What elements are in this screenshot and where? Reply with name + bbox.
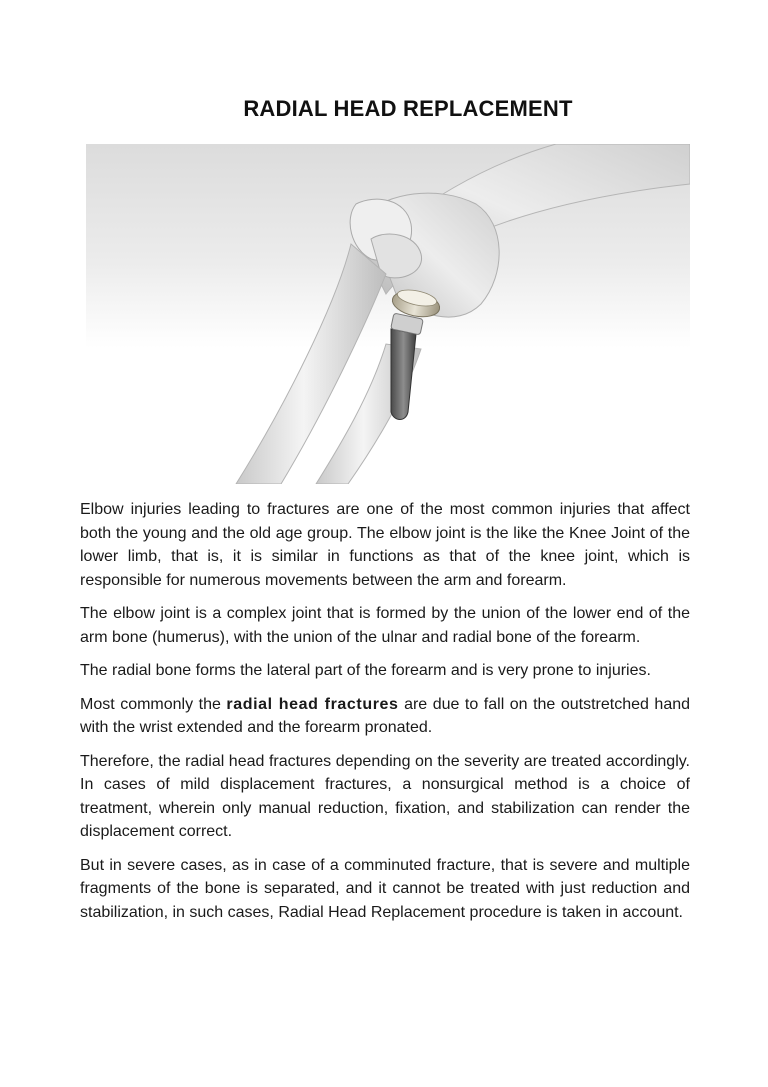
paragraph	[80, 693, 690, 740]
bold-term: radial head fractures	[226, 695, 399, 713]
paragraph: But in severe cases, as in case of a comminuted fracture, that is severe and multiple fragments of the bone is separated, and it cannot be treated with just reduction and stabilization, in such cases, Radial Head Replacement procedure is taken in account.	[80, 856, 690, 921]
paragraph: The radial bone forms the lateral part of the forearm and is very prone to injuries.	[80, 662, 651, 679]
paragraph: Elbow injuries leading to fractures are one of the most common injuries that affect both the young and the old age group. The elbow joint is the like the Knee Joint of the lower limb, that is, it is similar in functions as that of the knee joint, which is responsible for numerous movements between the arm and forearm.	[80, 501, 690, 589]
paragraph-text: are due to fall on the outstretched hand with the wrist extended and the forearm pronated.	[80, 695, 691, 736]
elbow-radial-head-implant-icon	[86, 144, 690, 484]
article-body	[80, 498, 690, 934]
elbow-illustration	[86, 144, 690, 484]
paragraph: The elbow joint is a complex joint that is formed by the union of the lower end of the arm bone (humerus), with the union of the ulnar and radial bone of the forearm.	[80, 605, 690, 646]
paragraph-text: Most commonly the	[80, 695, 227, 713]
page-title: RADIAL HEAD REPLACEMENT	[243, 96, 573, 121]
paragraph: Therefore, the radial head fractures depending on the severity are treated accordingly. In cases of mild displacement fractures, a nonsurgical method is a choice of treatment, wherein only manual reduction, fixation, and stabilization can render the displacement correct.	[80, 752, 690, 840]
